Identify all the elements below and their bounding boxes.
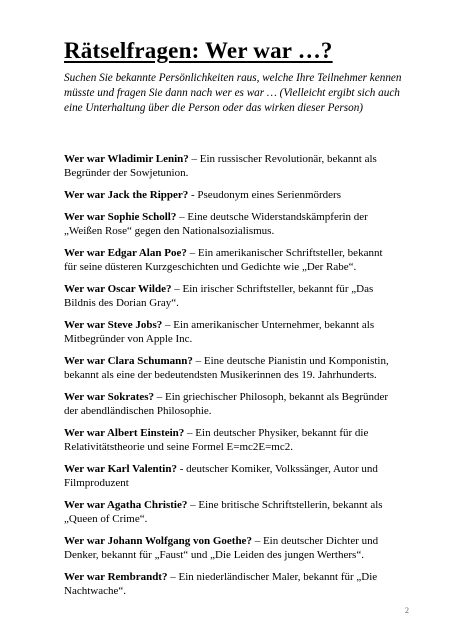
entry	[64, 426, 396, 454]
entry	[64, 318, 396, 346]
entry-answer: – Ein niederländischer Maler, bekannt für „Die Nachtwache“.	[64, 571, 378, 597]
entry-question: Wer war Jack the Ripper?	[64, 189, 189, 201]
entry	[64, 498, 396, 526]
entry	[64, 246, 396, 274]
page-title: Rätselfragen: Wer war …?	[64, 38, 333, 63]
entry-answer: – Ein deutscher Physiker, bekannt für die Relativitätstheorie und seine Formel E=mc2E=mc2.	[64, 427, 369, 453]
entry-answer: – Ein irischer Schriftsteller, bekannt für „Das Bildnis des Dorian Gray“.	[64, 283, 374, 309]
entry-answer: – Ein griechischer Philosoph, bekannt als Begründer der abendländischen Philosophie.	[64, 391, 389, 417]
entry-answer: – Eine britische Schriftstellerin, bekannt als „Queen of Crime“.	[64, 499, 383, 525]
entry-question: Wer war Steve Jobs?	[64, 319, 163, 331]
entry-question: Wer war Oscar Wilde?	[64, 283, 172, 295]
entry-answer: – Ein russischer Revolutionär, bekannt als Begründer der Sowjetunion.	[64, 153, 377, 179]
entry-question: Wer war Albert Einstein?	[64, 427, 185, 439]
intro-text: Suchen Sie bekannte Persönlichkeiten raus, welche Ihre Teilnehmer kennen müsste und fragen Sie dann nach wer es war … (Vielleicht ergibt sich auch eine Unterhaltung über die Person oder das wirken dieser Person)	[64, 72, 402, 114]
entry-question: Wer war Agatha Christie?	[64, 499, 188, 511]
entry	[64, 282, 396, 310]
entry-question: Wer war Edgar Alan Poe?	[64, 247, 187, 259]
entry-question: Wer war Rembrandt?	[64, 571, 168, 583]
entry-answer: – Eine deutsche Pianistin und Komponistin, bekannt als eine der bedeutendsten Musikerinnen des 19. Jahrhunderts.	[64, 355, 389, 381]
entry	[64, 210, 396, 238]
entry-answer: – Eine deutsche Widerstandskämpferin der „Weißen Rose“ gegen den Nationalsozialismus.	[64, 211, 368, 237]
entry-question: Wer war Karl Valentin?	[64, 463, 177, 475]
entry	[64, 534, 396, 562]
entry	[64, 354, 396, 382]
entry-answer: – Ein deutscher Dichter und Denker, bekannt für „Faust“ und „Die Leiden des jungen Werthers“.	[64, 535, 379, 561]
entry-answer: – Ein amerikanischer Unternehmer, bekannt als Mitbegründer von Apple Inc.	[64, 319, 375, 345]
entry-answer: – Ein amerikanischer Schriftsteller, bekannt für seine düsteren Kurzgeschichten und Gedichte wie „Der Rabe“.	[64, 247, 383, 273]
entry-question: Wer war Sokrates?	[64, 391, 155, 403]
entry-list	[64, 152, 396, 606]
entry	[64, 152, 396, 180]
entry	[64, 462, 396, 490]
entry-answer: - Pseudonym eines Serienmörders	[188, 189, 341, 201]
entry	[64, 188, 396, 202]
entry	[64, 390, 396, 418]
entry-answer: - deutscher Komiker, Volkssänger, Autor und Filmproduzent	[64, 463, 378, 489]
page-number: 2	[405, 606, 409, 615]
entry	[64, 570, 396, 598]
entry-question: Wer war Johann Wolfgang von Goethe?	[64, 535, 252, 547]
entry-question: Wer war Wladimir Lenin?	[64, 153, 189, 165]
entry-question: Wer war Clara Schumann?	[64, 355, 193, 367]
entry-question: Wer war Sophie Scholl?	[64, 211, 177, 223]
